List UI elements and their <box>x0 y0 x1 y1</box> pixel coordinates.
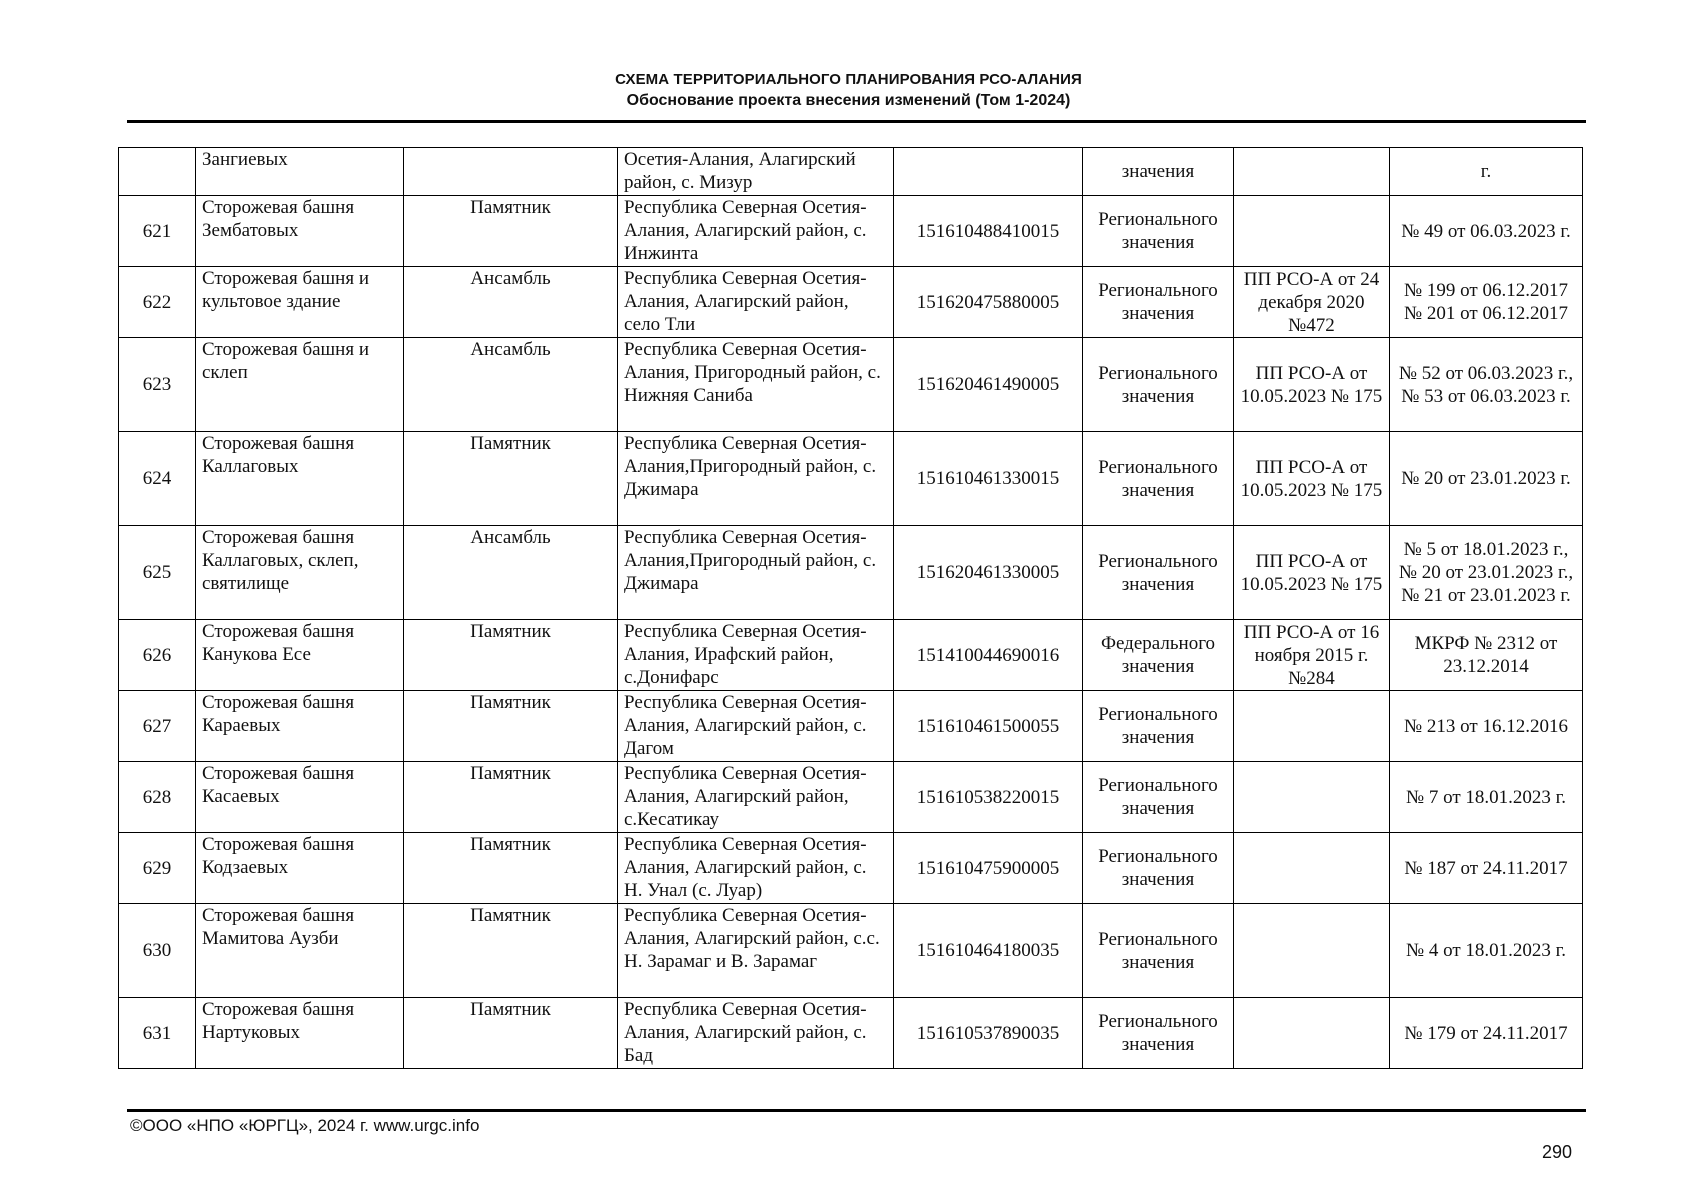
table-row <box>119 904 1583 998</box>
decree-document <box>1234 998 1390 1069</box>
significance-category: Регионального значения <box>1083 998 1234 1069</box>
document-subtitle: Обоснование проекта внесения изменений (Том 1-2024) <box>626 92 1071 109</box>
table-row <box>119 998 1583 1069</box>
object-type: Памятник <box>404 833 618 904</box>
object-address: Республика Северная Осетия-Алания, Алагирский район, с. Н. Унал (с. Луар) <box>618 833 894 904</box>
significance-category: Регионального значения <box>1083 762 1234 833</box>
object-type: Памятник <box>404 998 618 1069</box>
row-number: 628 <box>119 762 196 833</box>
object-address: Республика Северная Осетия-Алания, Алагирский район, с. Дагом <box>618 691 894 762</box>
object-type: Памятник <box>404 432 618 526</box>
page-header <box>0 70 1697 112</box>
decree-document <box>1234 833 1390 904</box>
row-number <box>119 148 196 196</box>
order-reference: № 4 от 18.01.2023 г. <box>1390 904 1583 998</box>
decree-document <box>1234 762 1390 833</box>
object-name: Сторожевая башня Каллаговых, склеп, святилище <box>196 526 404 620</box>
object-name: Сторожевая башня Канукова Есе <box>196 620 404 691</box>
table-row <box>119 338 1583 432</box>
heritage-table <box>118 147 1583 1069</box>
decree-document: ПП РСО-А от 10.05.2023 № 175 <box>1234 526 1390 620</box>
table-row <box>119 196 1583 267</box>
object-address: Республика Северная Осетия-Алания, Алагирский район, село Тли <box>618 267 894 338</box>
order-reference: № 20 от 23.01.2023 г. <box>1390 432 1583 526</box>
row-number: 630 <box>119 904 196 998</box>
registry-code: 151610537890035 <box>894 998 1083 1069</box>
order-reference: № 187 от 24.11.2017 <box>1390 833 1583 904</box>
object-name: Сторожевая башня и склеп <box>196 338 404 432</box>
order-reference: № 7 от 18.01.2023 г. <box>1390 762 1583 833</box>
object-address: Республика Северная Осетия-Алания, Ирафский район, с.Донифарс <box>618 620 894 691</box>
order-reference: № 49 от 06.03.2023 г. <box>1390 196 1583 267</box>
object-type: Памятник <box>404 904 618 998</box>
registry-code: 151610464180035 <box>894 904 1083 998</box>
decree-document <box>1234 148 1390 196</box>
significance-category: Регионального значения <box>1083 338 1234 432</box>
footer-copyright: ©ООО «НПО «ЮРГЦ», 2024 г. www.urgc.info <box>130 1116 480 1135</box>
decree-document: ПП РСО-А от 16 ноября 2015 г. №284 <box>1234 620 1390 691</box>
decree-document <box>1234 691 1390 762</box>
decree-document <box>1234 904 1390 998</box>
significance-category: Регионального значения <box>1083 196 1234 267</box>
object-type: Памятник <box>404 691 618 762</box>
row-number: 624 <box>119 432 196 526</box>
table-row <box>119 267 1583 338</box>
header-rule <box>127 120 1586 123</box>
registry-code: 151410044690016 <box>894 620 1083 691</box>
object-name: Сторожевая башня Кодзаевых <box>196 833 404 904</box>
order-reference: № 199 от 06.12.2017 № 201 от 06.12.2017 <box>1390 267 1583 338</box>
object-type: Памятник <box>404 620 618 691</box>
row-number: 623 <box>119 338 196 432</box>
decree-document: ПП РСО-А от 24 декабря 2020 №472 <box>1234 267 1390 338</box>
table-row <box>119 833 1583 904</box>
significance-category: Регионального значения <box>1083 267 1234 338</box>
object-address: Республика Северная Осетия-Алания, Алагирский район, с. Бад <box>618 998 894 1069</box>
object-name: Сторожевая башня и культовое здание <box>196 267 404 338</box>
object-type: Ансамбль <box>404 267 618 338</box>
object-name: Сторожевая башня Караевых <box>196 691 404 762</box>
table-row <box>119 762 1583 833</box>
object-address: Республика Северная Осетия-Алания,Пригородный район, с. Джимара <box>618 432 894 526</box>
significance-category: Регионального значения <box>1083 833 1234 904</box>
row-number: 627 <box>119 691 196 762</box>
registry-code: 151620461330005 <box>894 526 1083 620</box>
registry-code: 151620461490005 <box>894 338 1083 432</box>
object-type: Ансамбль <box>404 338 618 432</box>
object-name: Сторожевая башня Нартуковых <box>196 998 404 1069</box>
decree-document <box>1234 196 1390 267</box>
table-body <box>119 148 1583 1069</box>
order-reference: № 179 от 24.11.2017 <box>1390 998 1583 1069</box>
registry-code: 151610538220015 <box>894 762 1083 833</box>
significance-category: Федерального значения <box>1083 620 1234 691</box>
decree-document: ПП РСО-А от 10.05.2023 № 175 <box>1234 432 1390 526</box>
row-number: 629 <box>119 833 196 904</box>
object-address: Осетия-Алания, Алагирский район, с. Мизур <box>618 148 894 196</box>
registry-code: 151620475880005 <box>894 267 1083 338</box>
object-address: Республика Северная Осетия-Алания, Пригородный район, с. Нижняя Саниба <box>618 338 894 432</box>
table-row <box>119 526 1583 620</box>
significance-category: Регионального значения <box>1083 432 1234 526</box>
object-name: Сторожевая башня Каллаговых <box>196 432 404 526</box>
table-row <box>119 620 1583 691</box>
row-number: 626 <box>119 620 196 691</box>
object-type <box>404 148 618 196</box>
order-reference: № 213 от 16.12.2016 <box>1390 691 1583 762</box>
page-number: 290 <box>1542 1142 1573 1162</box>
significance-category: Регионального значения <box>1083 526 1234 620</box>
registry-code: 151610488410015 <box>894 196 1083 267</box>
registry-code: 151610475900005 <box>894 833 1083 904</box>
object-address: Республика Северная Осетия-Алания,Пригородный район, с. Джимара <box>618 526 894 620</box>
object-name: Сторожевая башня Мамитова Аузби <box>196 904 404 998</box>
object-address: Республика Северная Осетия-Алания, Алагирский район, с.Кесатикау <box>618 762 894 833</box>
object-name: Сторожевая башня Зембатовых <box>196 196 404 267</box>
order-reference: № 5 от 18.01.2023 г., № 20 от 23.01.2023 г., № 21 от 23.01.2023 г. <box>1390 526 1583 620</box>
order-reference: № 52 от 06.03.2023 г., № 53 от 06.03.2023 г. <box>1390 338 1583 432</box>
order-reference: г. <box>1390 148 1583 196</box>
table-row <box>119 432 1583 526</box>
registry-code: 151610461500055 <box>894 691 1083 762</box>
table-row <box>119 691 1583 762</box>
footer-rule <box>127 1109 1586 1112</box>
table-row <box>119 148 1583 196</box>
object-name: Сторожевая башня Касаевых <box>196 762 404 833</box>
registry-code <box>894 148 1083 196</box>
row-number: 625 <box>119 526 196 620</box>
object-name: Зангиевых <box>196 148 404 196</box>
object-type: Ансамбль <box>404 526 618 620</box>
row-number: 631 <box>119 998 196 1069</box>
order-reference: МКРФ № 2312 от 23.12.2014 <box>1390 620 1583 691</box>
document-title: СХЕМА ТЕРРИТОРИАЛЬНОГО ПЛАНИРОВАНИЯ РСО-АЛАНИЯ <box>615 71 1082 88</box>
row-number: 621 <box>119 196 196 267</box>
significance-category: значения <box>1083 148 1234 196</box>
registry-code: 151610461330015 <box>894 432 1083 526</box>
object-address: Республика Северная Осетия-Алания, Алагирский район, с. Инжинта <box>618 196 894 267</box>
object-type: Памятник <box>404 762 618 833</box>
object-type: Памятник <box>404 196 618 267</box>
decree-document: ПП РСО-А от 10.05.2023 № 175 <box>1234 338 1390 432</box>
significance-category: Регионального значения <box>1083 904 1234 998</box>
row-number: 622 <box>119 267 196 338</box>
object-address: Республика Северная Осетия-Алания, Алагирский район, с.с. Н. Зарамаг и В. Зарамаг <box>618 904 894 998</box>
significance-category: Регионального значения <box>1083 691 1234 762</box>
